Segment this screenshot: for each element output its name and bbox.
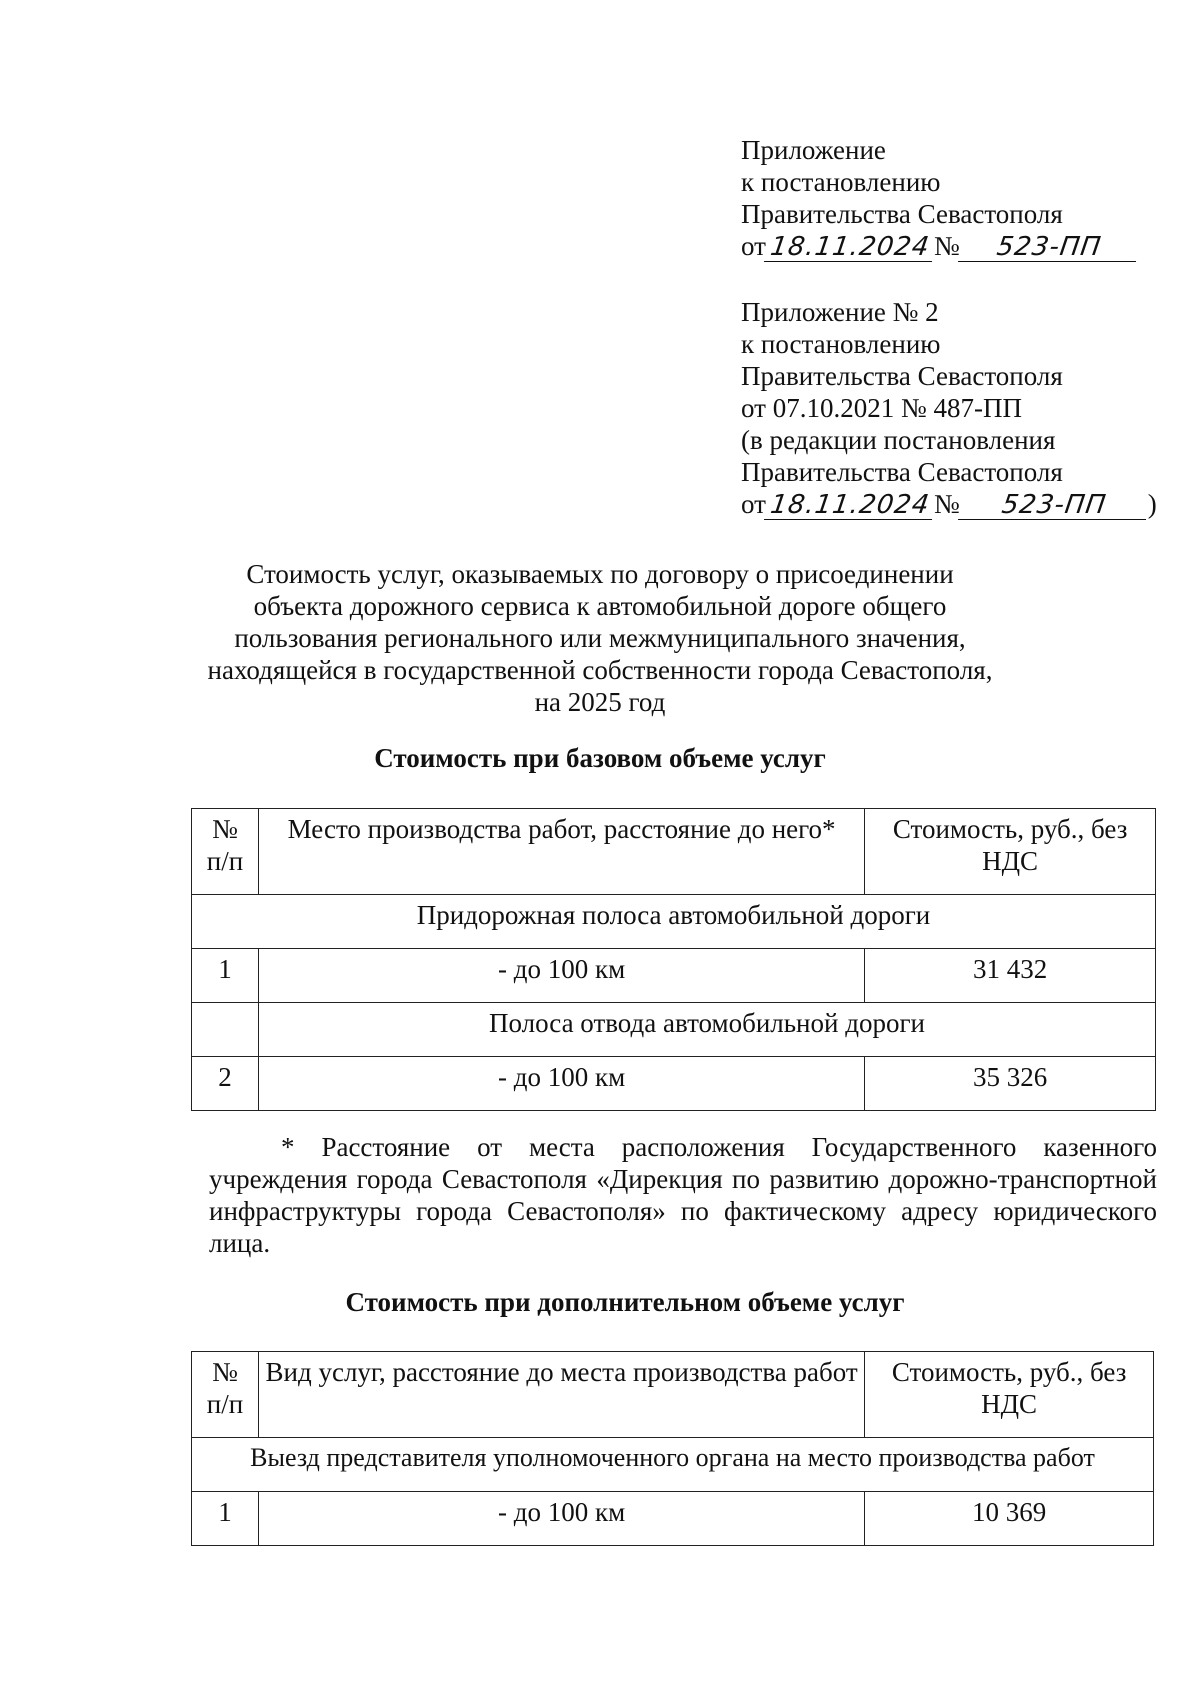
row1-num: 1 bbox=[192, 949, 259, 1003]
table-header-row bbox=[192, 1352, 1154, 1438]
stamp2-number-sign: № bbox=[933, 489, 960, 519]
stamp1-line1: Приложение bbox=[741, 135, 886, 165]
stamp1-handwritten-date: 18.11.2024 bbox=[764, 233, 936, 262]
stamp1-date-line bbox=[741, 230, 1138, 262]
footnote: * Расстояние от места расположения Государственного казенного учреждения города Севастополя «Дирекция по развитию дорожно-транспортной инфраструктуры города Севастополя» по фактическому адресу юридического лица. bbox=[209, 1132, 1157, 1258]
title-line4: находящейся в государственной собственности города Севастополя, bbox=[207, 655, 993, 685]
extra-row1-num: 1 bbox=[192, 1492, 259, 1546]
extra-row1-desc: - до 100 км bbox=[258, 1492, 864, 1546]
stamp1-handwritten-number: 523-ПП bbox=[958, 233, 1140, 262]
stamp1-line3: Правительства Севастополя bbox=[741, 199, 1063, 229]
table-group-row bbox=[192, 1003, 1156, 1057]
header-cost: Стоимость, руб., без НДС bbox=[865, 809, 1156, 895]
base-section-heading: Стоимость при базовом объеме услуг bbox=[374, 743, 826, 773]
base-cost-table bbox=[191, 808, 1156, 1111]
title-line2: объекта дорожного сервиса к автомобильной дороге общего bbox=[253, 591, 947, 621]
group-right-of-way: Полоса отвода автомобильной дороги bbox=[258, 1003, 1155, 1057]
table-header-row bbox=[192, 809, 1156, 895]
stamp2-handwritten-date: 18.11.2024 bbox=[764, 491, 936, 520]
row1-desc: - до 100 км bbox=[258, 949, 864, 1003]
table-row bbox=[192, 949, 1156, 1003]
stamp2-line3: Правительства Севастополя bbox=[741, 361, 1063, 391]
table-group-row bbox=[192, 1438, 1154, 1492]
extra-header-num: № п/п bbox=[192, 1352, 259, 1438]
group2-empty-cell bbox=[192, 1003, 259, 1057]
stamp2-line2: к постановлению bbox=[741, 329, 941, 359]
row1-cost: 31 432 bbox=[865, 949, 1156, 1003]
appendix-stamp-2 bbox=[741, 296, 1157, 520]
stamp2-date-line bbox=[741, 488, 1157, 520]
header-place: Место производства работ, расстояние до него* bbox=[258, 809, 864, 895]
stamp1-number-sign: № bbox=[933, 231, 960, 261]
row2-desc: - до 100 км bbox=[258, 1057, 864, 1111]
stamp1-from-prefix: от bbox=[741, 231, 766, 261]
table-row bbox=[192, 1492, 1154, 1546]
stamp2-line5: (в редакции постановления bbox=[741, 425, 1056, 455]
title-line1: Стоимость услуг, оказываемых по договору о присоединении bbox=[246, 559, 954, 589]
document-title bbox=[190, 558, 1010, 718]
row2-num: 2 bbox=[192, 1057, 259, 1111]
extra-row1-cost: 10 369 bbox=[865, 1492, 1154, 1546]
title-line5: на 2025 год bbox=[534, 687, 666, 717]
extra-header-service: Вид услуг, расстояние до места производства работ bbox=[258, 1352, 864, 1438]
table-group-row bbox=[192, 895, 1156, 949]
title-line3: пользования регионального или межмуниципального значения, bbox=[234, 623, 966, 653]
stamp2-line4: от 07.10.2021 № 487-ПП bbox=[741, 393, 1022, 423]
extra-section-heading: Стоимость при дополнительном объеме услуг bbox=[345, 1287, 905, 1317]
extra-cost-table bbox=[191, 1351, 1154, 1546]
stamp2-closing-paren: ) bbox=[1147, 489, 1157, 519]
stamp2-handwritten-number: 523-ПП bbox=[958, 491, 1150, 520]
stamp1-line2: к постановлению bbox=[741, 167, 941, 197]
group-roadside-strip: Придорожная полоса автомобильной дороги bbox=[192, 895, 1156, 949]
stamp2-line6: Правительства Севастополя bbox=[741, 457, 1063, 487]
group-representative-visit: Выезд представителя уполномоченного органа на место производства работ bbox=[192, 1438, 1154, 1492]
stamp2-from-prefix: от bbox=[741, 489, 766, 519]
stamp2-line1: Приложение № 2 bbox=[741, 297, 939, 327]
row2-cost: 35 326 bbox=[865, 1057, 1156, 1111]
appendix-stamp-1 bbox=[741, 134, 1138, 262]
table-row bbox=[192, 1057, 1156, 1111]
extra-header-cost: Стоимость, руб., без НДС bbox=[865, 1352, 1154, 1438]
header-num: № п/п bbox=[192, 809, 259, 895]
